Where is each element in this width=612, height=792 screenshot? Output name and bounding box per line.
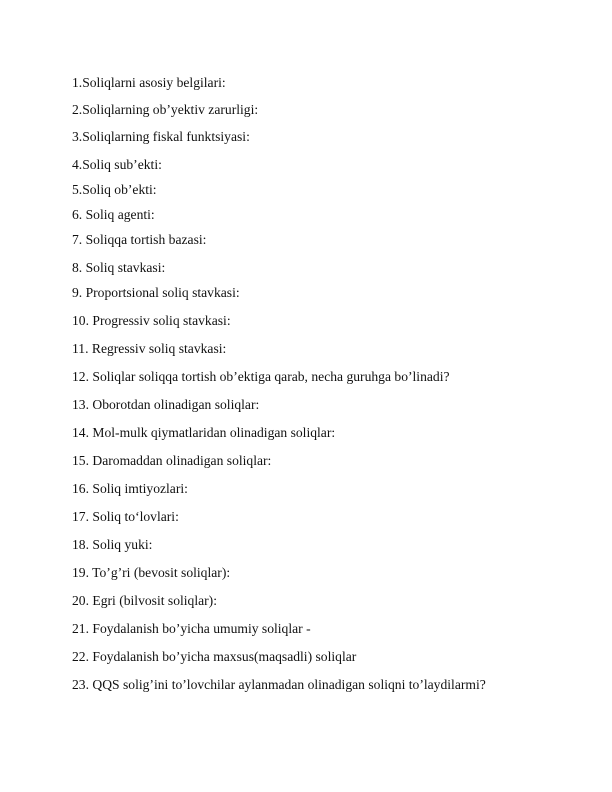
question-15: 15. Daromaddan olinadigan soliqlar: (72, 453, 272, 468)
question-14: 14. Mol-mulk qiymatlaridan olinadigan soliqlar: (72, 425, 336, 440)
question-18: 18. Soliq yuki: (72, 537, 153, 552)
question-13: 13. Oborotdan olinadigan soliqlar: (72, 397, 260, 412)
question-16: 16. Soliq imtiyozlari: (72, 481, 188, 496)
question-7: 7. Soliqqa tortish bazasi: (72, 232, 207, 247)
question-12: 12. Soliqlar soliqqa tortish ob’ektiga qarab, necha guruhga bo’linadi? (72, 369, 450, 384)
question-22: 22. Foydalanish bo’yicha maxsus(maqsadli) soliqlar (72, 649, 357, 664)
question-5: 5.Soliq ob’ekti: (72, 182, 157, 197)
question-17: 17. Soliq to‘lovlari: (72, 509, 179, 524)
question-11: 11. Regressiv soliq stavkasi: (72, 341, 227, 356)
question-6: 6. Soliq agenti: (72, 207, 155, 222)
question-23: 23. QQS solig’ini to’lovchilar aylanmadan olinadigan soliqni to’laydilarmi? (72, 677, 486, 692)
question-19: 19. To’g’ri (bevosit soliqlar): (72, 565, 231, 580)
question-9: 9. Proportsional soliq stavkasi: (72, 285, 240, 300)
question-1: 1.Soliqlarni asosiy belgilari: (72, 75, 226, 90)
question-2: 2.Soliqlarning ob’yektiv zarurligi: (72, 102, 259, 117)
question-3: 3.Soliqlarning fiskal funktsiyasi: (72, 129, 250, 144)
question-10: 10. Progressiv soliq stavkasi: (72, 313, 231, 328)
question-8: 8. Soliq stavkasi: (72, 260, 166, 275)
question-21: 21. Foydalanish bo’yicha umumiy soliqlar - (72, 621, 311, 636)
question-4: 4.Soliq sub’ekti: (72, 157, 162, 172)
question-20: 20. Egri (bilvosit soliqlar): (72, 593, 217, 608)
